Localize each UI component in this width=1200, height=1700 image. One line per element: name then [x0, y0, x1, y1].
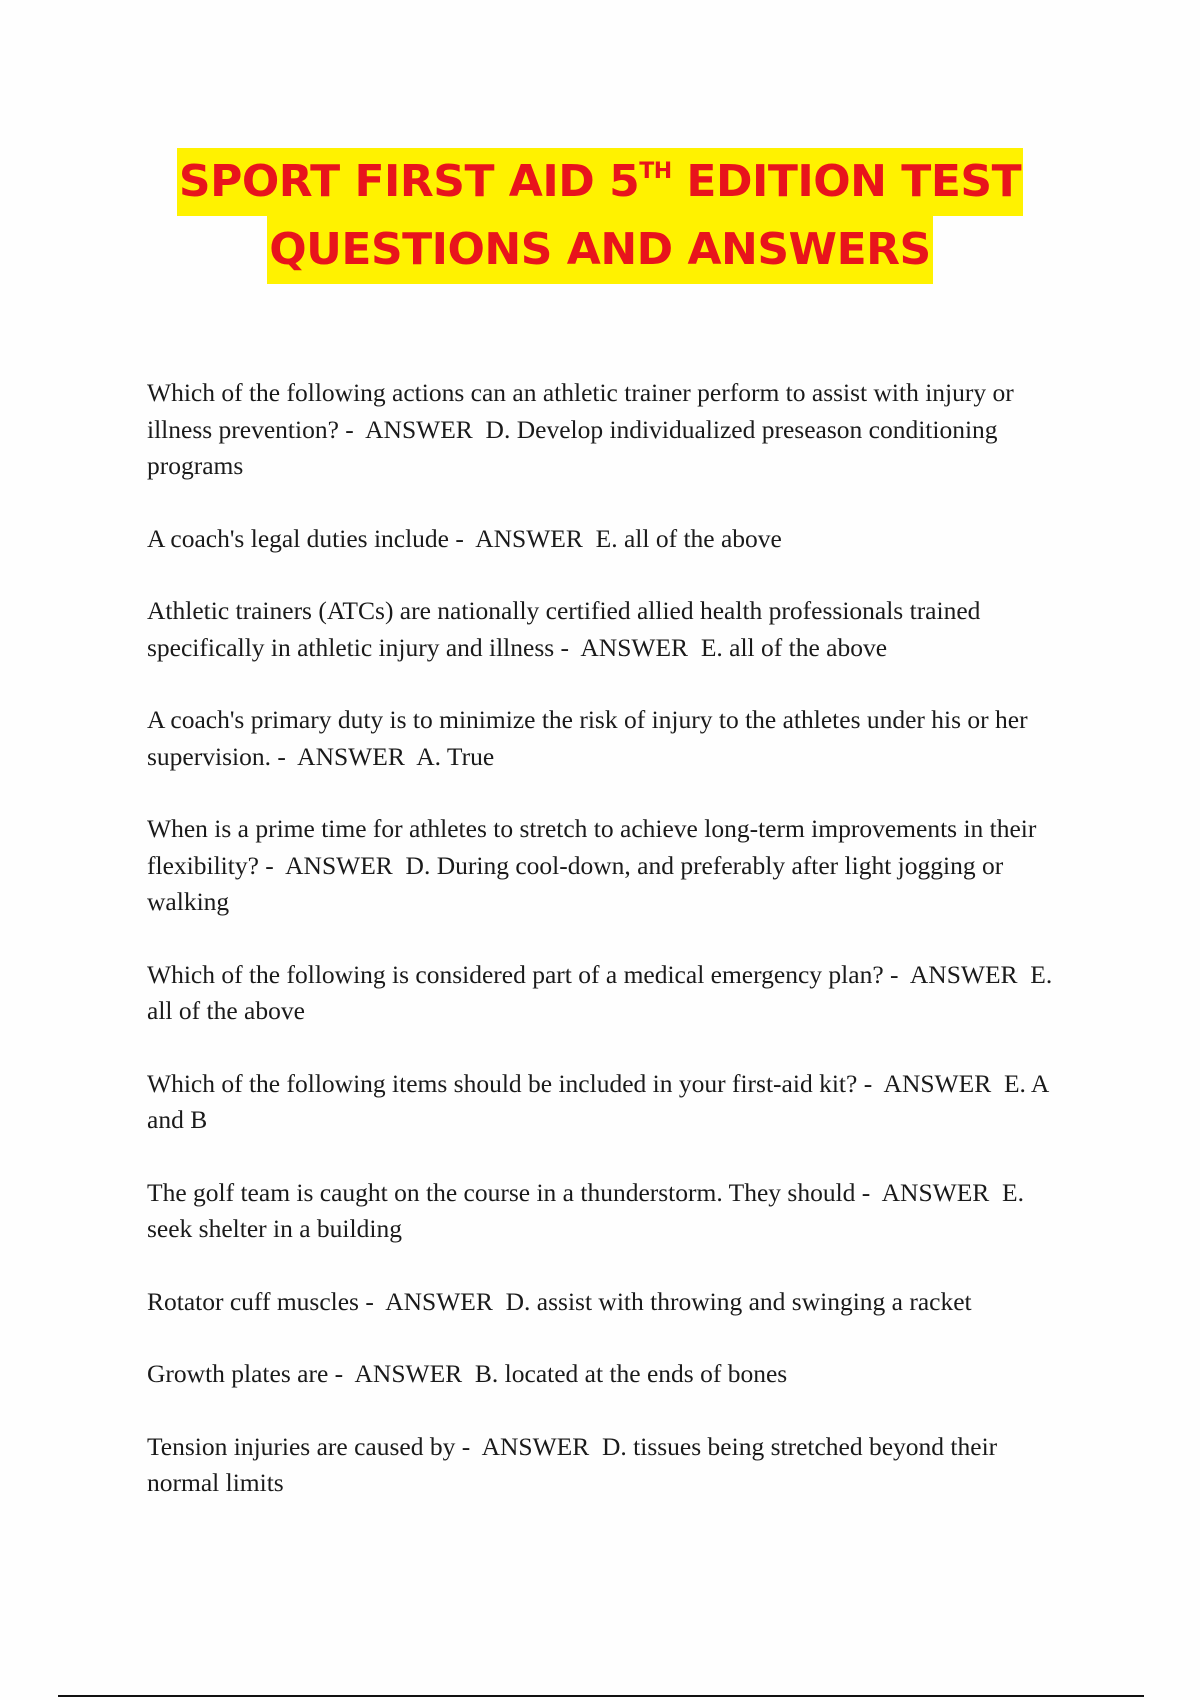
title-line-2: QUESTIONS AND ANSWERS: [267, 216, 932, 284]
question-text: Which of the following actions can an athletic trainer perform to assist with injury or illness prevention? -: [147, 378, 1014, 444]
answer-text: D. Develop individualized preseason conditioning programs: [147, 414, 998, 480]
qa-item: [147, 375, 1067, 485]
answer-label: ANSWER: [909, 959, 1018, 989]
answer-text: D. tissues being stretched beyond their normal limits: [147, 1431, 998, 1497]
footer-divider: [58, 1695, 1144, 1697]
answer-label: ANSWER: [580, 632, 689, 662]
question-text: Athletic trainers (ATCs) are nationally certified allied health professionals trained specifically in athletic injury and illness -: [147, 596, 981, 662]
answer-label: ANSWER: [883, 1068, 992, 1098]
answer-text: B. located at the ends of bones: [474, 1359, 788, 1388]
question-text: A coach's primary duty is to minimize the risk of injury to the athletes under his or her supervision. -: [147, 705, 1028, 771]
answer-label: ANSWER: [475, 523, 583, 553]
answer-text: E. A and B: [147, 1068, 1048, 1134]
answer-text: E. all of the above: [147, 959, 1053, 1025]
answer-text: E. seek shelter in a building: [147, 1177, 1024, 1243]
qa-item: [147, 811, 1067, 921]
answer-label: ANSWER: [365, 414, 473, 444]
answer-text: A. True: [416, 741, 495, 771]
qa-item: [147, 1066, 1067, 1139]
title-line-1: SPORT FIRST AID 5TH EDITION TEST: [177, 148, 1023, 216]
answer-text: E. all of the above: [700, 632, 888, 662]
answer-label: ANSWER: [481, 1431, 590, 1461]
question-text: The golf team is caught on the course in a thunderstorm. They should -: [147, 1177, 871, 1207]
qa-item: [147, 957, 1067, 1030]
answer-text: E. all of the above: [595, 523, 782, 553]
question-text: Rotator cuff muscles -: [147, 1286, 374, 1316]
qa-item: [147, 521, 1067, 558]
answer-text: D. During cool-down, and preferably after light jogging or walking: [147, 850, 1004, 916]
qa-item: [147, 1284, 1067, 1321]
answer-text: D. assist with throwing and swinging a racket: [505, 1286, 972, 1316]
qa-item: [147, 702, 1067, 775]
answer-label: ANSWER: [354, 1359, 463, 1388]
question-text: When is a prime time for athletes to stretch to achieve long-term improvements in their flexibility? -: [147, 814, 1037, 880]
question-text: A coach's legal duties include -: [147, 523, 464, 553]
question-text: Which of the following is considered part of a medical emergency plan? -: [147, 959, 899, 989]
qa-item: [147, 1175, 1067, 1248]
answer-label: ANSWER: [285, 850, 393, 880]
question-text: Growth plates are -: [147, 1359, 344, 1388]
question-text: Tension injuries are caused by -: [147, 1431, 471, 1461]
qa-item: [147, 593, 1067, 666]
page-title: [0, 148, 1200, 284]
qa-item: [147, 1356, 1067, 1393]
answer-label: ANSWER: [385, 1286, 493, 1316]
question-text: Which of the following items should be included in your first-aid kit? -: [147, 1068, 873, 1098]
answer-label: ANSWER: [881, 1177, 990, 1207]
qa-list: [147, 375, 1067, 1538]
qa-item: [147, 1429, 1067, 1502]
answer-label: ANSWER: [297, 741, 405, 771]
